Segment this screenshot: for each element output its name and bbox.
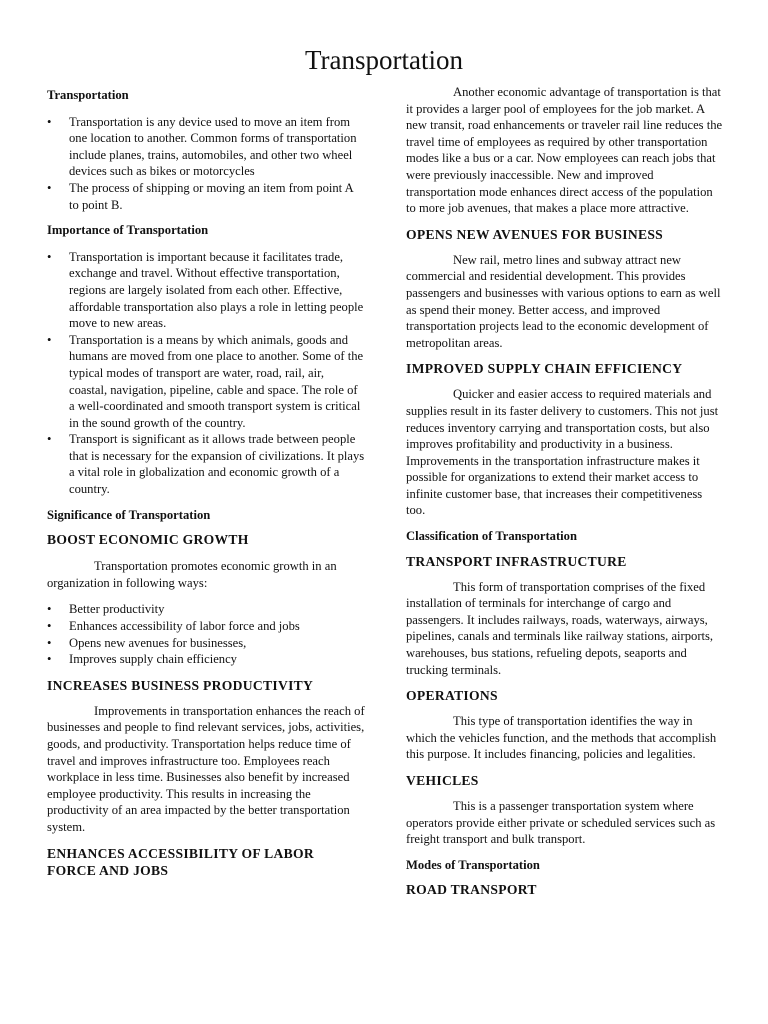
heading-significance: Significance of Transportation <box>47 507 211 522</box>
bullet-icon: • <box>47 180 52 195</box>
heading-accessibility: ENHANCES ACCESSIBILITY OF LABOR FORCE AND JOBS <box>47 845 315 878</box>
list-item: • Better productivity <box>47 602 165 617</box>
productivity-paragraph: Improvements in transportation enhances the reach of businesses and people to find relevant services, jobs, activities, goods, and productivity. Transportation helps reduce time of travel and improves infrastructure too. Employees reach workplace in less time. Businesses also benefit by increased employee productivity. This results in increasing the productivity of an area impacted by the better transportation system. <box>47 703 365 834</box>
boost-list <box>47 601 365 667</box>
bullet-icon: • <box>47 619 52 634</box>
bullet-icon: • <box>47 635 52 650</box>
heading-vehicles: VEHICLES <box>406 773 479 788</box>
list-item: • Improves supply chain efficiency <box>47 652 237 667</box>
boost-paragraph: Transportation promotes economic growth in an organization in following ways: <box>47 559 337 590</box>
vehicles-paragraph: This is a passenger transportation system where operators provide either private or scheduled services such as freight transport and bulk transport. <box>406 799 716 847</box>
bullet-icon: • <box>47 432 52 447</box>
heading-road-transport: ROAD TRANSPORT <box>406 882 537 898</box>
bullet-icon: • <box>47 652 52 667</box>
avenues-paragraph: New rail, metro lines and subway attract new commercial and residential development. This provides passengers and businesses with various options to earn as well as spend their money. Better access, and improved transportation projects lead to the economic development of metropolitan areas. <box>406 252 721 350</box>
infrastructure-paragraph: This form of transportation comprises of the fixed installation of terminals for interchange of cargo and passengers. It includes railways, roads, waterways, airways, pipelines, canals and terminals like railway stations, airports, warehouses, bus stations, refueling depots, seaports and trucking terminals. <box>406 579 714 677</box>
heading-supply-chain: IMPROVED SUPPLY CHAIN EFFICIENCY <box>406 361 683 377</box>
heading-importance: Importance of Transportation <box>47 223 209 238</box>
bullet-icon: • <box>47 332 52 347</box>
list-item: • Transportation is a means by which animals, goods and humans are moved from one place to another. Some of the typical modes of transport are water, road, rail, air, coastal, navigation, pipeline, cable and space. The role of a well-coordinated and smooth transport system is critical in the sound growth of the country. <box>47 332 364 430</box>
list-item: • Opens new avenues for businesses, <box>47 635 247 650</box>
heading-modes: Modes of Transportation <box>406 857 540 872</box>
heading-operations: OPERATIONS <box>406 688 498 704</box>
heading-transport-infrastructure: TRANSPORT INFRASTRUCTURE <box>406 553 627 569</box>
heading-boost-economic-growth: BOOST ECONOMIC GROWTH <box>47 532 249 548</box>
list-item: • Enhances accessibility of labor force and jobs <box>47 619 300 634</box>
left-column <box>47 84 365 879</box>
bullet-icon: • <box>47 249 52 264</box>
supply-paragraph: Quicker and easier access to required materials and supplies result in its faster delivery to customers. This not just reduces inventory carrying and transportation costs, but also improves profitability and productivity in a business. Improvements in the transportation infrastructure makes it possible for organizations to extend their market access to infinite customer base, that increases their competitiveness too. <box>406 387 719 518</box>
importance-list <box>47 249 365 498</box>
list-item: • Transport is significant as it allows trade between people that is necessary for the expansion of civilizations. It plays a vital role in globalization and economic growth of a country. <box>47 432 365 497</box>
bullet-icon: • <box>47 602 52 617</box>
operations-paragraph: This type of transportation identifies the way in which the vehicles function, and the methods that accomplish this purpose. It includes financing, policies and legalities. <box>406 714 717 762</box>
advantage-paragraph: Another economic advantage of transportation is that it provides a larger pool of employees for the job market. A new transit, road enhancements or traveler rail line reduces the travel time of employees as required by other transportation modes like a bus or a car. Now employees can reach jobs that were previously inaccessible. New and improved transportation mode enhances direct access of the population to more job avenues, that makes a place more attractive. <box>406 85 723 216</box>
list-item: • The process of shipping or moving an item from point A to point B. <box>47 180 354 212</box>
page-title: Transportation <box>304 45 463 75</box>
list-item: • Transportation is important because it facilitates trade, exchange and travel. Without effective transportation, regions are largely isolated from each other. Effective, affordable transportation also plays a role in letting people move to new areas. <box>47 249 364 331</box>
transportation-definition-list <box>47 114 365 214</box>
heading-classification: Classification of Transportation <box>406 529 577 544</box>
right-column <box>406 84 724 898</box>
list-item: • Transportation is any device used to move an item from one location to another. Common forms of transportation include planes, trains, automobiles, and other two wheel devices such as bikes or motorcycles <box>47 114 357 179</box>
bullet-icon: • <box>47 114 52 129</box>
heading-business-productivity: INCREASES BUSINESS PRODUCTIVITY <box>47 677 314 693</box>
heading-transportation: Transportation <box>47 88 129 102</box>
heading-new-avenues: OPENS NEW AVENUES FOR BUSINESS <box>406 226 664 242</box>
